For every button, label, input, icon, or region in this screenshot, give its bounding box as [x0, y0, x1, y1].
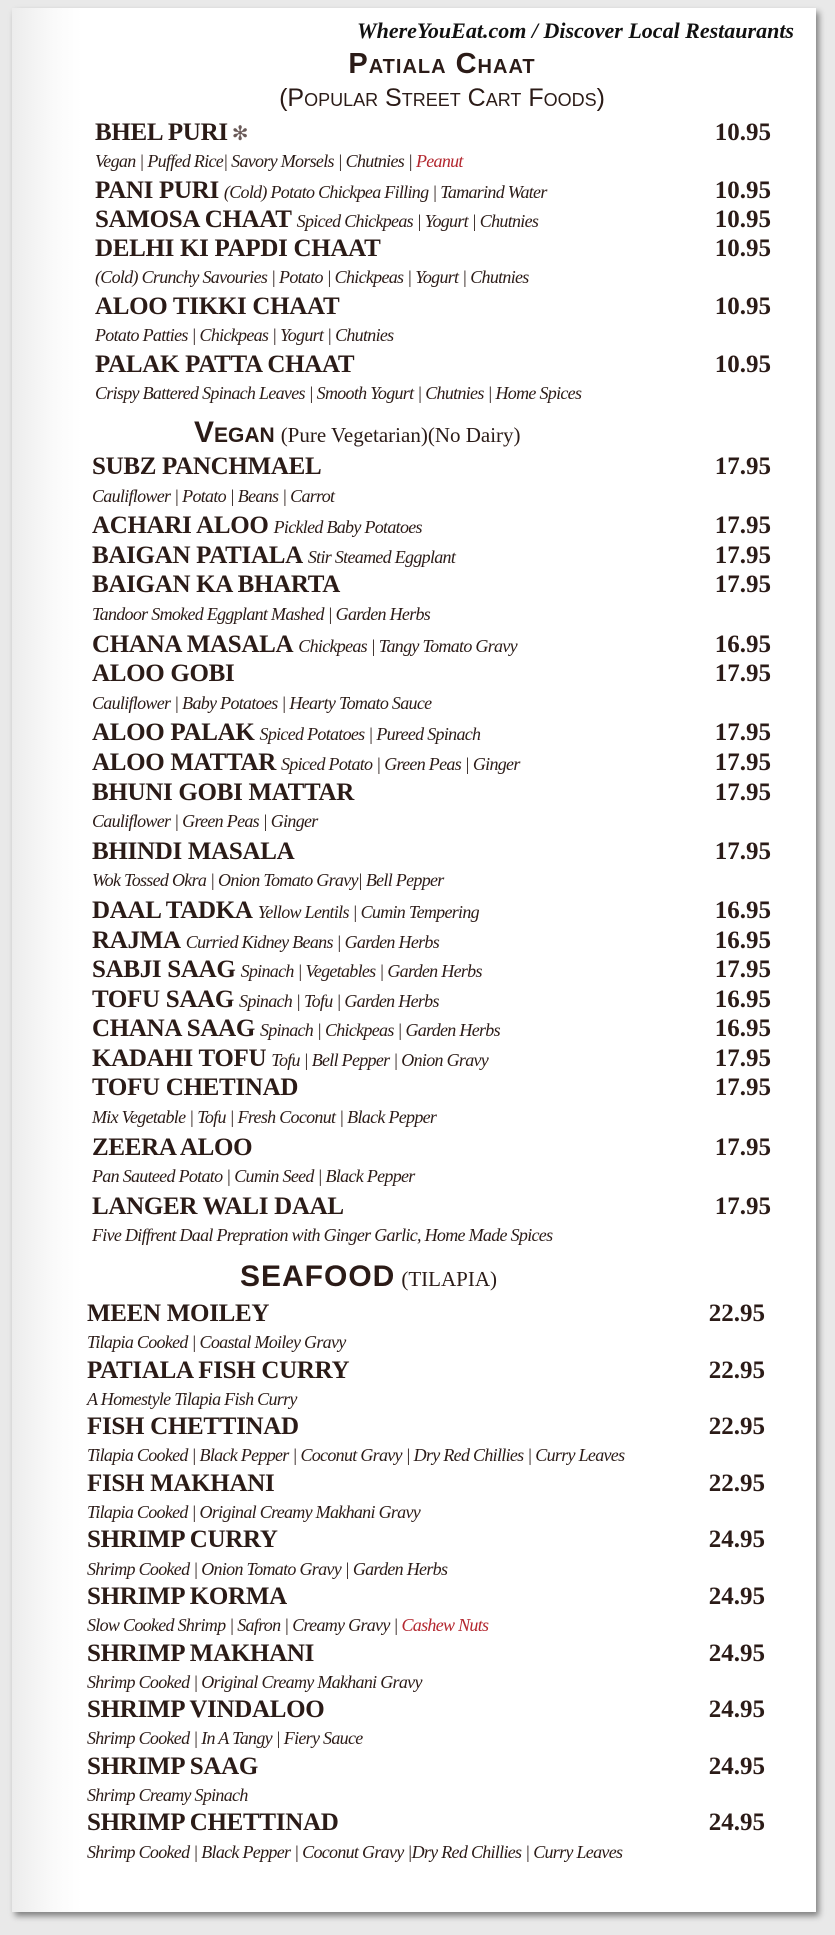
menu-item-row [87, 1809, 765, 1837]
item-price: 24.95 [708, 1752, 765, 1780]
item-description: Tofu | Bell Pepper | Onion Gravy [271, 1049, 489, 1070]
menu-item-row [92, 511, 771, 541]
item-price: 10.95 [714, 206, 771, 233]
menu-item-row [92, 630, 771, 660]
description-text: (Cold) Crunchy Savouries | Potato | Chickpeas | Yogurt | Chutnies [95, 267, 529, 287]
menu-item-row [95, 205, 771, 234]
menu-item-row [92, 926, 771, 956]
item-price: 10.95 [714, 293, 771, 320]
menu-subtitle: (Popular Street Cart Foods) [279, 84, 605, 112]
item-name: DAAL TADKA [92, 896, 253, 924]
item-price: 17.95 [714, 1044, 771, 1072]
description-text: Shrimp Cooked | Original Creamy Makhani Gravy [87, 1671, 422, 1692]
menu-item-row [87, 1413, 765, 1441]
item-name: ALOO PALAK [92, 719, 255, 747]
item-description: (Cold) Potato Chickpea Filling | Tamarind Water [223, 182, 547, 202]
item-price: 17.95 [714, 719, 771, 747]
menu-item-row [92, 955, 771, 985]
item-price: 10.95 [714, 119, 771, 146]
description-text: Tandoor Smoked Eggplant Mashed | Garden Herbs [92, 603, 431, 624]
menu-item [92, 985, 771, 1015]
menu-item [87, 1809, 765, 1866]
menu-item-row [95, 176, 771, 205]
item-name: BHEL PURI [95, 119, 228, 146]
item-description [92, 1162, 415, 1192]
menu-item-description-row [87, 1781, 765, 1809]
section-seafood-items [87, 1300, 765, 1866]
menu-item [87, 1696, 765, 1753]
item-name: KADAHI TOFU [92, 1044, 267, 1072]
item-description: Yellow Lentils | Cumin Tempering [257, 901, 479, 922]
description-text: Wok Tossed Okra | Onion Tomato Gravy| Bell Pepper [92, 870, 444, 891]
item-name: SHRIMP CHETTINAD [87, 1809, 339, 1837]
asterisk-icon: ✻ [231, 123, 249, 145]
description-text: Cauliflower | Potato | Beans | Carrot [92, 485, 335, 506]
menu-item [95, 234, 771, 292]
description-text: Slow Cooked Shrimp | Safron | Creamy Gravy | [87, 1615, 402, 1636]
item-description [92, 1221, 552, 1251]
item-name: SHRIMP KORMA [87, 1582, 287, 1610]
item-description [92, 807, 318, 837]
menu-item-row [92, 748, 771, 778]
menu-item-row [87, 1470, 765, 1498]
item-description [87, 1838, 622, 1866]
menu-item-row [87, 1583, 765, 1611]
menu-item-row [92, 541, 771, 571]
menu-item-row [92, 778, 771, 808]
menu-item [92, 837, 771, 896]
item-description: Stir Steamed Eggplant [307, 546, 456, 567]
item-description [87, 1555, 447, 1583]
menu-item-row [92, 659, 771, 689]
item-description [87, 1441, 624, 1469]
item-name: DELHI KI PAPDI CHAAT [95, 235, 381, 262]
seafood-subheading: (TILAPIA) [401, 1267, 497, 1291]
menu-title: Patiala Chaat [348, 48, 536, 80]
menu-item-row [95, 292, 771, 321]
item-name: SABJI SAAG [92, 956, 236, 984]
watermark: WhereYouEat.com / Discover Local Restaurants [357, 18, 794, 43]
item-name: BHUNI GOBI MATTAR [92, 778, 355, 806]
item-name: RAJMA [92, 926, 181, 954]
menu-item [92, 718, 771, 748]
item-description: Spiced Potatoes | Pureed Spinach [259, 724, 481, 745]
menu-item-description-row [87, 1668, 765, 1696]
item-description [92, 1103, 436, 1133]
menu-item-description-row [87, 1328, 765, 1356]
item-price: 24.95 [708, 1639, 765, 1667]
description-text: A Homestyle Tilapia Fish Curry [87, 1388, 297, 1409]
item-name: SHRIMP MAKHANI [87, 1639, 315, 1667]
menu-item-description-row [92, 807, 771, 837]
allergen-note: Peanut [415, 151, 463, 171]
description-text: Shrimp Cooked | Onion Tomato Gravy | Garden Herbs [87, 1558, 448, 1579]
item-name: LANGER WALI DAAL [92, 1192, 344, 1220]
menu-item [87, 1526, 765, 1583]
menu-item-row [92, 1192, 771, 1222]
allergen-note: Cashew Nuts [401, 1615, 489, 1636]
item-name: PATIALA FISH CURRY [87, 1356, 350, 1384]
item-description [92, 689, 431, 719]
menu-item-description-row [92, 866, 771, 896]
menu-item [92, 896, 771, 926]
description-text: Cauliflower | Green Peas | Ginger [92, 811, 318, 832]
description-text: Tilapia Cooked | Coastal Moiley Gravy [87, 1332, 346, 1353]
menu-item-description-row [95, 263, 771, 292]
description-text: Shrimp Cooked | In A Tangy | Fiery Sauce [87, 1728, 363, 1749]
menu-item-row [92, 896, 771, 926]
menu-item-row [92, 985, 771, 1015]
vegan-heading: Vegan [194, 416, 275, 449]
menu-item-row [92, 837, 771, 867]
menu-item-description-row [92, 1221, 771, 1251]
item-price: 22.95 [708, 1469, 765, 1497]
menu-item-description-row [87, 1385, 765, 1413]
item-description: Spiced Potato | Green Peas | Ginger [280, 753, 520, 774]
menu-item-row [95, 234, 771, 263]
description-text: Potato Patties | Chickpeas | Yogurt | Chutnies [95, 325, 394, 345]
menu-item-row [92, 452, 771, 482]
item-name: ZEERA ALOO [92, 1133, 253, 1161]
item-price: 10.95 [714, 235, 771, 262]
description-text: Pan Sauteed Potato | Cumin Seed | Black Pepper [92, 1166, 415, 1187]
menu-item [95, 205, 771, 234]
menu-item [92, 1133, 771, 1192]
menu-page [12, 8, 816, 1912]
item-description [92, 600, 430, 630]
item-description [87, 1668, 422, 1696]
item-description [92, 866, 444, 896]
item-description: Chickpeas | Tangy Tomato Gravy [298, 635, 517, 656]
menu-item-row [92, 1044, 771, 1074]
seafood-heading: SEAFOOD [240, 1260, 396, 1293]
description-text: Tilapia Cooked | Black Pepper | Coconut Gravy | Dry Red Chillies | Curry Leaves [87, 1445, 625, 1466]
menu-item-row [92, 718, 771, 748]
description-text: Mix Vegetable | Tofu | Fresh Coconut | Black Pepper [92, 1107, 437, 1128]
menu-item [92, 630, 771, 660]
item-name: ALOO TIKKI CHAAT [95, 293, 340, 320]
item-name: CHANA SAAG [92, 1015, 255, 1043]
menu-item-description-row [87, 1498, 765, 1526]
menu-item-description-row [92, 600, 771, 630]
item-price: 17.95 [714, 512, 771, 540]
menu-item-description-row [87, 1611, 765, 1639]
item-name: CHANA MASALA [92, 630, 294, 658]
menu-item [92, 926, 771, 956]
menu-item [95, 118, 771, 176]
menu-item [92, 748, 771, 778]
menu-item [92, 1192, 771, 1251]
item-name: FISH MAKHANI [87, 1469, 275, 1497]
item-name: BAIGAN PATIALA [92, 541, 303, 569]
menu-item [87, 1753, 765, 1810]
item-price: 16.95 [714, 1015, 771, 1043]
item-price: 17.95 [714, 1133, 771, 1161]
item-price: 16.95 [714, 630, 771, 658]
item-description: Spinach | Vegetables | Garden Herbs [240, 961, 482, 982]
item-name: PALAK PATTA CHAAT [95, 351, 355, 378]
menu-item-row [87, 1696, 765, 1724]
menu-item-row [87, 1357, 765, 1385]
menu-item-row [87, 1526, 765, 1554]
menu-item [92, 1073, 771, 1132]
item-price: 17.95 [714, 748, 771, 776]
menu-item [95, 176, 771, 205]
item-name: PANI PURI [95, 177, 219, 204]
item-price: 17.95 [714, 541, 771, 569]
item-description: Spinach | Tofu | Garden Herbs [239, 990, 439, 1011]
item-price: 17.95 [714, 571, 771, 599]
menu-item [92, 1014, 771, 1044]
item-name: SHRIMP CURRY [87, 1526, 278, 1554]
item-price: 16.95 [714, 896, 771, 924]
item-description [95, 379, 581, 408]
menu-item [87, 1640, 765, 1697]
menu-item-description-row [95, 147, 771, 176]
item-name: ALOO GOBI [92, 660, 235, 688]
description-text: Crispy Battered Spinach Leaves | Smooth Yogurt | Chutnies | Home Spices [95, 383, 582, 403]
menu-item-row [87, 1300, 765, 1328]
item-description [87, 1328, 346, 1356]
menu-item-row [92, 1133, 771, 1163]
menu-item-row [92, 1073, 771, 1103]
menu-item [92, 778, 771, 837]
vegan-subheading: (Pure Vegetarian)(No Dairy) [280, 423, 521, 447]
item-name: TOFU SAAG [92, 985, 235, 1013]
item-name: BAIGAN KA BHARTA [92, 571, 341, 599]
item-description [87, 1724, 363, 1752]
item-price: 17.95 [714, 453, 771, 480]
description-text: Shrimp Cooked | Black Pepper | Coconut Gravy |Dry Red Chillies | Curry Leaves [87, 1841, 623, 1862]
item-description [95, 321, 393, 350]
item-description: Curried Kidney Beans | Garden Herbs [185, 931, 440, 952]
item-description [87, 1781, 248, 1809]
item-price: 17.95 [714, 778, 771, 806]
menu-item [87, 1583, 765, 1640]
description-text: Five Diffrent Daal Prepration with Ginger Garlic, Home Made Spices [92, 1225, 553, 1246]
item-name: ACHARI ALOO [92, 512, 269, 540]
menu-item-row [87, 1640, 765, 1668]
item-description: Spinach | Chickpeas | Garden Herbs [260, 1020, 500, 1041]
menu-item-description-row [92, 482, 771, 512]
section-vegan-items [92, 452, 771, 1251]
item-price: 22.95 [708, 1413, 765, 1441]
item-description [87, 1385, 297, 1413]
item-price: 16.95 [714, 985, 771, 1013]
description-text: Cauliflower | Baby Potatoes | Hearty Tomato Sauce [92, 692, 432, 713]
description-text: Tilapia Cooked | Original Creamy Makhani Gravy [87, 1502, 421, 1523]
menu-item-row [87, 1753, 765, 1781]
menu-item [92, 452, 771, 511]
item-price: 17.95 [714, 1192, 771, 1220]
menu-item-description-row [87, 1441, 765, 1469]
item-name: SHRIMP VINDALOO [87, 1696, 325, 1724]
item-price: 22.95 [708, 1356, 765, 1384]
item-price: 10.95 [714, 177, 771, 204]
item-description [87, 1611, 488, 1639]
menu-item-description-row [95, 321, 771, 350]
item-description [92, 482, 334, 512]
item-name: ALOO MATTAR [92, 748, 276, 776]
menu-item [92, 659, 771, 718]
menu-item [92, 1044, 771, 1074]
item-description [87, 1498, 420, 1526]
item-price: 17.95 [714, 956, 771, 984]
section-heading-seafood [240, 1260, 497, 1299]
description-text: Shrimp Creamy Spinach [87, 1785, 248, 1806]
item-price: 17.95 [714, 660, 771, 688]
item-name: SUBZ PANCHMAEL [92, 453, 322, 480]
item-description [95, 263, 529, 292]
menu-item [92, 955, 771, 985]
item-name: FISH CHETTINAD [87, 1413, 299, 1441]
scan-shadow [12, 8, 82, 1912]
menu-item [87, 1470, 765, 1527]
item-price: 10.95 [714, 351, 771, 378]
item-name: SAMOSA CHAAT [95, 206, 292, 233]
section-chaat-items [95, 118, 771, 408]
item-price: 24.95 [708, 1696, 765, 1724]
item-name: BHINDI MASALA [92, 837, 295, 865]
item-description: Pickled Baby Potatoes [273, 517, 422, 538]
menu-item [92, 511, 771, 541]
menu-item-description-row [92, 689, 771, 719]
menu-item [95, 350, 771, 408]
menu-item [95, 292, 771, 350]
item-price: 22.95 [708, 1300, 765, 1327]
item-price: 17.95 [714, 1074, 771, 1102]
menu-item-row [92, 1014, 771, 1044]
menu-item-row [92, 570, 771, 600]
menu-item-description-row [92, 1162, 771, 1192]
menu-item-row [95, 118, 771, 147]
menu-item [92, 570, 771, 629]
menu-item-description-row [87, 1555, 765, 1583]
menu-item-description-row [95, 379, 771, 408]
menu-item [87, 1357, 765, 1414]
item-price: 17.95 [714, 837, 771, 865]
menu-item [87, 1413, 765, 1470]
section-heading-vegan [194, 416, 521, 455]
item-name: SHRIMP SAAG [87, 1752, 259, 1780]
item-name: MEEN MOILEY [87, 1300, 270, 1327]
menu-item [92, 541, 771, 571]
menu-item [87, 1300, 765, 1357]
item-price: 24.95 [708, 1582, 765, 1610]
menu-item-row [95, 350, 771, 379]
item-description [95, 147, 463, 176]
item-price: 24.95 [708, 1809, 765, 1837]
item-price: 16.95 [714, 926, 771, 954]
item-price: 24.95 [708, 1526, 765, 1554]
menu-item-description-row [87, 1724, 765, 1752]
item-description: Spiced Chickpeas | Yogurt | Chutnies [296, 211, 539, 231]
description-text: Vegan | Puffed Rice| Savory Morsels | Chutnies | [95, 151, 416, 171]
item-name: TOFU CHETINAD [92, 1074, 299, 1102]
menu-item-description-row [87, 1838, 765, 1866]
menu-item-description-row [92, 1103, 771, 1133]
